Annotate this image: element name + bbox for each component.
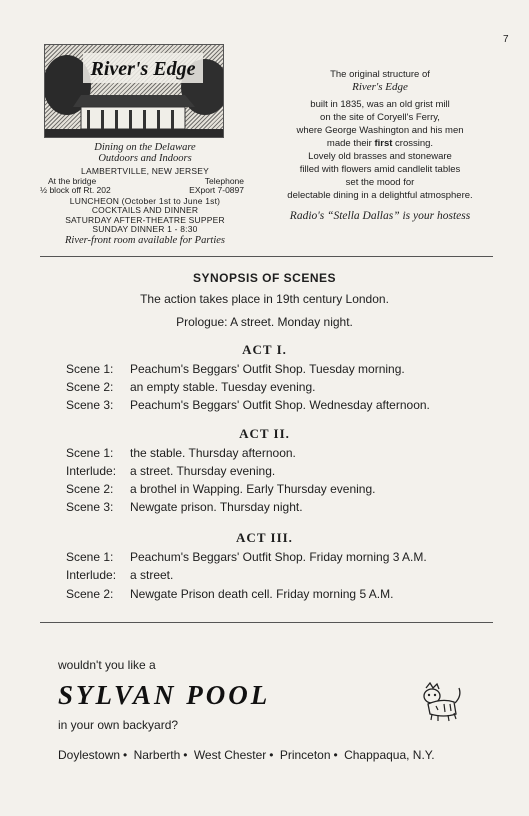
phone-number: EXport 7-0897	[189, 185, 244, 195]
desc-line-6: Lovely old brasses and stoneware	[308, 151, 452, 162]
desc-line-3: on the site of Coryell's Ferry,	[320, 112, 440, 123]
scene-label: Scene 1:	[66, 362, 114, 376]
scene-label: Interlude:	[66, 568, 117, 582]
pool-question: wouldn't you like a	[58, 658, 156, 672]
synopsis-title: SYNOPSIS OF SCENES	[192, 271, 337, 285]
scene-label: Scene 2:	[66, 587, 114, 601]
scene-text: Peachum's Beggars' Outfit Shop. Tuesday morning.	[130, 362, 405, 376]
pool-backyard: in your own backyard?	[58, 718, 179, 732]
divider-bottom	[40, 622, 493, 623]
tagline-1: Dining on the Delaware	[94, 142, 196, 153]
act-1-scene-3	[66, 398, 430, 412]
desc-restaurant-name: River's Edge	[352, 81, 408, 93]
luncheon: LUNCHEON (October 1st to June 1st)	[69, 195, 221, 206]
desc-line-5-a: made their	[326, 138, 375, 149]
scene-text: Newgate Prison death cell. Friday morning 5 A.M.	[130, 587, 394, 601]
hostess-line: Radio's “Stella Dallas” is your hostess	[289, 210, 471, 222]
scene-label: Scene 2:	[66, 482, 114, 496]
desc-line-7: filled with flowers amid candlelit tables	[299, 164, 461, 175]
act-3-scene-2	[66, 587, 393, 601]
desc-line-5	[264, 137, 496, 150]
act-3-title: ACT III.	[236, 530, 293, 545]
act-3-interlude	[66, 568, 173, 582]
desc-line-1: The original structure of	[330, 69, 430, 80]
scene-label: Scene 3:	[66, 500, 114, 514]
desc-line-5-bold: first	[374, 138, 393, 149]
act-2-interlude	[66, 464, 275, 478]
location-2: ½ block off Rt. 202	[40, 185, 111, 195]
act-1-scene-2	[66, 380, 315, 394]
town: Doylestown	[58, 748, 121, 762]
supper: SATURDAY AFTER-THEATRE SUPPER	[65, 214, 225, 225]
city: LAMBERTVILLE, NEW JERSEY	[81, 166, 209, 176]
pool-towns	[58, 748, 435, 762]
scene-text: Peachum's Beggars' Outfit Shop. Wednesday afternoon.	[130, 398, 430, 412]
logo-script-title: River's Edge	[90, 58, 196, 80]
scene-text: an empty stable. Tuesday evening.	[130, 380, 316, 394]
scene-text: a brothel in Wapping. Early Thursday evening.	[130, 482, 376, 496]
bullet-icon: •	[269, 748, 274, 762]
scene-label: Scene 1:	[66, 446, 114, 460]
scene-text: a street.	[130, 568, 174, 582]
town: Princeton	[279, 748, 331, 762]
location-1: At the bridge	[48, 175, 97, 186]
mill-building-illustration	[45, 45, 223, 137]
scene-text: Peachum's Beggars' Outfit Shop. Friday morning 3 A.M.	[130, 550, 427, 564]
desc-line-8: set the mood for	[345, 177, 415, 188]
phone-label: Telephone	[204, 175, 244, 186]
town: Chappaqua, N.Y.	[344, 748, 435, 762]
cat-mascot-icon	[418, 682, 464, 722]
scene-text: Newgate prison. Thursday night.	[130, 500, 303, 514]
bullet-icon: •	[183, 748, 188, 762]
scene-text: a street. Thursday evening.	[130, 464, 276, 478]
town: West Chester	[193, 748, 267, 762]
act-3-scene-1	[66, 550, 427, 564]
desc-line-9: delectable dining in a delightful atmosphere.	[287, 190, 473, 201]
cocktails: COCKTAILS AND DINNER	[91, 205, 199, 215]
bullet-icon: •	[333, 748, 338, 762]
restaurant-logo-illustration	[44, 44, 224, 138]
act-2-scene-3	[66, 500, 303, 514]
synopsis-prologue: Prologue: A street. Monday night.	[176, 315, 353, 329]
scene-label: Scene 2:	[66, 380, 114, 394]
act-2-scene-2	[66, 482, 375, 496]
scene-label: Scene 1:	[66, 550, 114, 564]
bullet-icon: •	[123, 748, 128, 762]
synopsis-setting: The action takes place in 19th century London.	[140, 292, 389, 306]
act-2-scene-1	[66, 446, 296, 460]
page-number: 7	[503, 34, 509, 45]
location-row-2	[40, 186, 250, 196]
riverfront-room: River-front room available for Parties	[65, 234, 225, 246]
scene-label: Interlude:	[66, 464, 117, 478]
divider-top	[40, 256, 493, 257]
desc-line-4: where George Washington and his men	[296, 125, 464, 136]
act-1-title: ACT I.	[242, 342, 287, 357]
restaurant-ad-info	[40, 44, 250, 247]
act-1-scene-1	[66, 362, 405, 376]
desc-line-2: built in 1835, was an old grist mill	[310, 99, 450, 110]
pool-brand: SYLVAN POOL	[58, 680, 271, 710]
restaurant-ad-description	[264, 68, 496, 223]
desc-line-5-c: crossing.	[392, 138, 434, 149]
sunday-dinner: SUNDAY DINNER 1 - 8:30	[92, 224, 198, 234]
tagline-2: Outdoors and Indoors	[98, 153, 192, 164]
scene-label: Scene 3:	[66, 398, 114, 412]
scene-text: the stable. Thursday afternoon.	[130, 446, 296, 460]
town: Narberth	[133, 748, 181, 762]
act-2-title: ACT II.	[239, 426, 290, 441]
